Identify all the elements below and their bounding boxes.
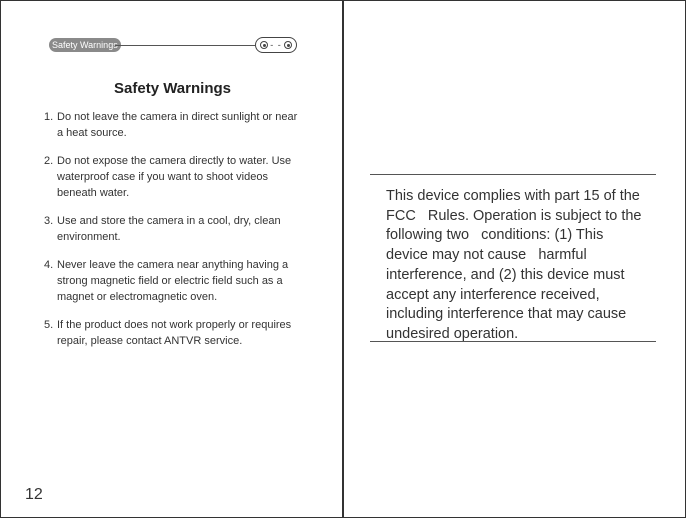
left-lens-icon (260, 41, 268, 49)
right-lens-icon (284, 41, 292, 49)
fcc-statement: This device complies with part 15 of the FCC Rules. Operation is subject to the following two conditions: (1) This device may not cause harmful interference, and (2) this device must accept any interference received, including interference that may cause undesired operation. (386, 188, 646, 342)
warning-text: If the product does not work properly or requires repair, please contact ANTVR service. (57, 319, 292, 347)
dash-icon: - - (270, 40, 282, 50)
warning-item (44, 109, 306, 141)
page-title: Safety Warnings (114, 80, 231, 97)
warning-item (44, 213, 306, 245)
header-divider (115, 45, 255, 46)
bottom-divider (370, 341, 656, 342)
warning-text: Do not leave the camera in direct sunlight or near a heat source. (57, 111, 298, 139)
warning-number: 3. (44, 215, 54, 227)
warning-text: Never leave the camera near anything having a strong magnetic field or electric field such as a magnet or electromagnetic oven. (57, 259, 289, 303)
warning-number: 2. (44, 155, 54, 167)
warning-item (44, 257, 306, 305)
left-page (0, 0, 343, 518)
warning-text: Do not expose the camera directly to water. Use waterproof case if you want to shoot videos beneath water. (57, 155, 292, 199)
top-divider (370, 174, 656, 175)
warning-item (44, 317, 306, 349)
section-tag: Safety Warnings (49, 38, 121, 52)
page-number: 12 (25, 486, 43, 503)
warning-number: 1. (44, 111, 54, 123)
camera-icon (255, 37, 297, 53)
warning-list (44, 109, 306, 361)
warning-number: 4. (44, 259, 54, 271)
warning-item (44, 153, 306, 201)
warning-text: Use and store the camera in a cool, dry, clean environment. (57, 215, 281, 243)
warning-number: 5. (44, 319, 54, 331)
